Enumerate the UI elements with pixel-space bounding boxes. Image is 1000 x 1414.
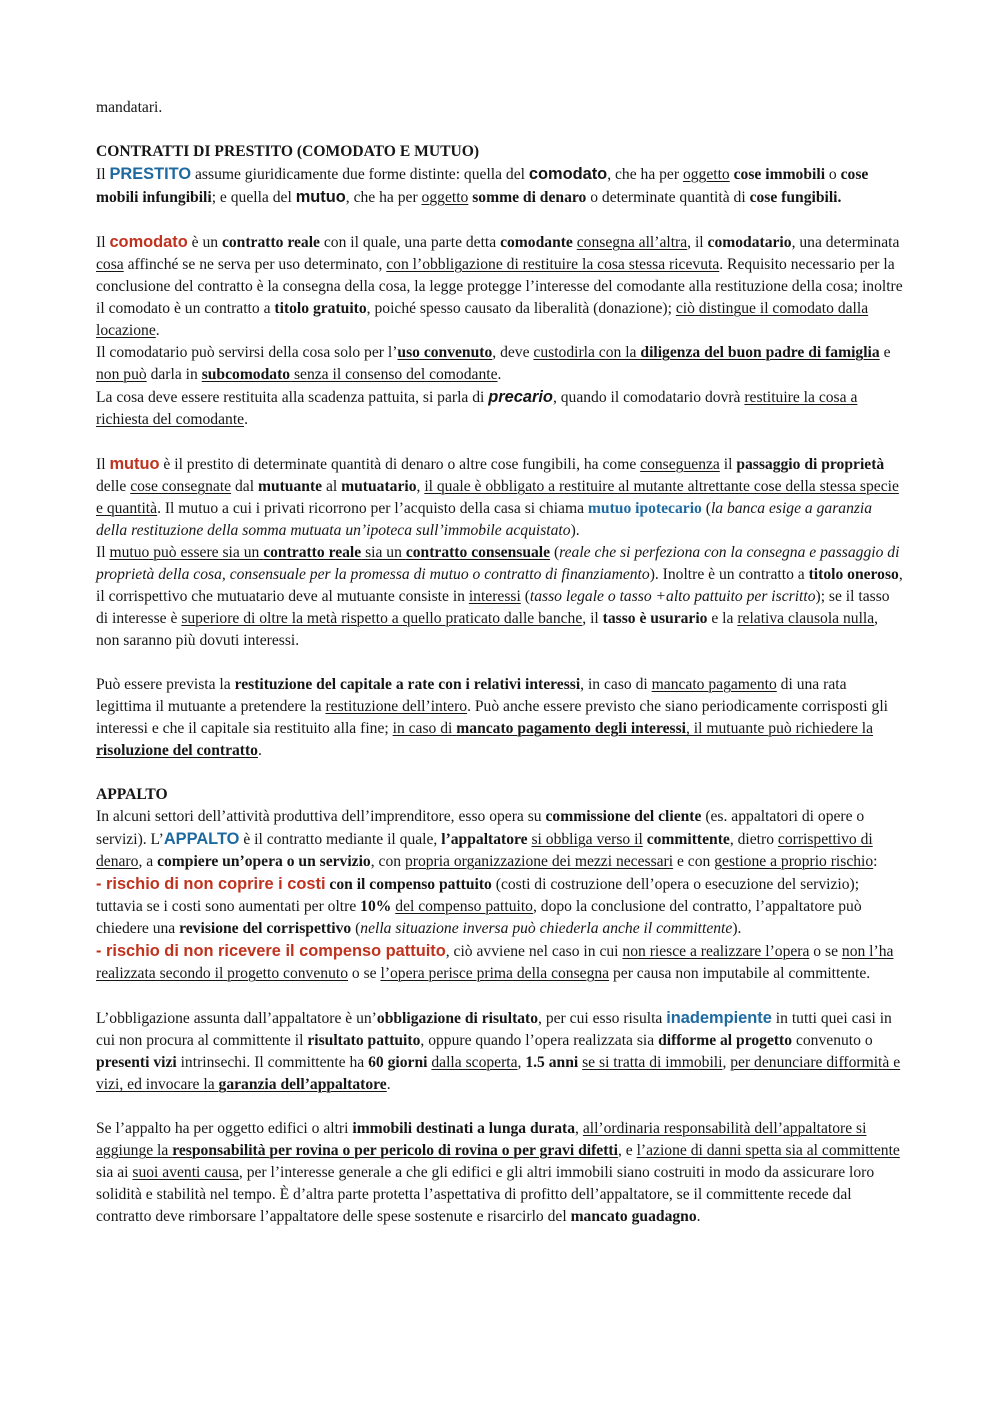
bold-text: l’appaltatore	[441, 831, 528, 848]
underlined-text: ciò distingue il comodato dalla locazione	[96, 300, 869, 339]
text-run: (costi di costruzione dell’opera o esecuzione del servizio); tuttavia se i costi sono aumentati per oltre	[96, 876, 860, 915]
underlined-text: non l’ha realizzata secondo il progetto convenuto	[96, 943, 894, 982]
highlighted-term: mutuo	[295, 188, 346, 206]
text-run: Il	[96, 544, 110, 561]
highlighted-term: mutuo ipotecario	[587, 500, 702, 517]
underlined-text: diligenza del buon padre di famiglia	[640, 344, 880, 361]
text-run: , deve	[492, 344, 534, 361]
underlined-text: dalla scoperta	[431, 1054, 518, 1071]
underlined-text: responsabilità per rovina o per pericolo di rovina o per gravi difetti	[172, 1142, 618, 1159]
bold-text: titolo oneroso	[808, 566, 899, 583]
highlighted-term: APPALTO	[163, 830, 240, 848]
bold-text: comodante	[500, 234, 573, 251]
underlined-text: mancato pagamento	[651, 676, 777, 693]
text-run: , con	[370, 853, 405, 870]
bold-text: 60 giorni	[368, 1054, 428, 1071]
underlined-text: l’opera perisce prima della consegna	[380, 965, 610, 982]
text-run: . Il mutuo a cui i privati ricorrono per l’acquisto della casa si chiama	[157, 500, 588, 517]
underlined-text: non riesce a realizzare l’opera	[622, 943, 810, 960]
bold-text: immobili destinati a lunga durata	[352, 1120, 576, 1137]
bold-text: restituzione del capitale a rate con i relativi interessi	[234, 676, 581, 693]
text-run: o se	[348, 965, 381, 982]
underlined-text: l’azione di danni spetta sia al committente	[636, 1142, 900, 1159]
text-run: convenuto o	[792, 1032, 873, 1049]
paragraph	[96, 806, 904, 873]
paragraph	[96, 674, 904, 762]
underlined-text: corrispettivo di denaro	[96, 831, 873, 870]
underlined-text: relativa clausola nulla	[737, 610, 875, 627]
underlined-text: se si tratta di immobili	[582, 1054, 723, 1071]
text-block	[96, 674, 904, 762]
underlined-text: oggetto	[421, 189, 469, 206]
underlined-text: conseguenza	[640, 456, 720, 473]
underlined-text: il quale è obbligato a restituire al mutante altrettante cose della stessa specie e quantità	[96, 478, 899, 517]
text-run: Se l’appalto ha per oggetto edifici o altri	[96, 1120, 353, 1137]
italic-text: nella situazione inversa può chiederla anche il committente	[360, 920, 733, 937]
underlined-text: consegna all’altra	[576, 234, 688, 251]
text-block	[96, 97, 904, 119]
text-run: o	[825, 166, 841, 183]
highlighted-term: - rischio di non coprire i costi	[96, 875, 326, 893]
paragraph	[96, 163, 904, 209]
bold-text: APPALTO	[96, 786, 168, 803]
bold-text: risultato pattuito	[307, 1032, 421, 1049]
text-run: , non saranno più dovuti interessi.	[96, 610, 879, 649]
text-run: (es. appaltatori di opere o servizi). L’	[96, 808, 865, 848]
bold-text: tasso è usurario	[602, 610, 708, 627]
underlined-text: sia un	[361, 544, 406, 561]
bold-text: contratto reale	[221, 234, 320, 251]
bold-text: committente	[646, 831, 730, 848]
paragraph	[96, 542, 904, 652]
paragraph	[96, 940, 904, 985]
paragraph	[96, 453, 904, 542]
text-run: , dietro	[729, 831, 778, 848]
bold-text: cose mobili infungibili	[96, 166, 869, 206]
text-run: mandatari.	[96, 99, 163, 116]
bold-text: mutuante	[257, 478, 323, 495]
underlined-text: subcomodato	[201, 366, 291, 383]
text-run: in tutti quei casi in cui non procura al committente il	[96, 1010, 892, 1049]
underlined-text: per denunciare difformità e vizi, ed invocare la	[96, 1054, 901, 1093]
text-block	[96, 784, 904, 985]
underlined-text: restituzione dell’intero	[325, 698, 468, 715]
text-run: dal	[231, 478, 258, 495]
underlined-text: , il mutuante può richiedere la	[686, 720, 874, 737]
highlighted-term: comodato	[109, 233, 188, 251]
paragraph	[96, 1118, 904, 1228]
text-run: In alcuni settori dell’attività produttiva dell’imprenditore, esso opera su	[96, 808, 546, 825]
underlined-text: mancato pagamento degli interessi	[456, 720, 686, 737]
text-run: .	[257, 742, 262, 759]
text-run: o se	[809, 943, 842, 960]
text-run: , per l’interesse generale a che gli edifici e gli altri immobili siano costruiti in modo da assicurare loro solidità e stabilità nel tempo. È d’altra parte protetta l’aspettativa di profitto dell’appaltatore, se il committente recede dal contratto deve rimborsare l’appaltatore delle spese sostenute e risarcirlo del	[96, 1164, 875, 1225]
paragraph	[96, 386, 904, 431]
text-run: . Requisito necessario per la conclusione del contratto è la consegna della cosa, la legge protegge l’interesse del comodante alla restituzione della cosa; inoltre il comodato è un contratto a	[96, 256, 903, 317]
underlined-text: custodirla con la	[533, 344, 641, 361]
paragraph	[96, 1007, 904, 1096]
text-run: Il	[96, 234, 110, 251]
section-heading	[96, 784, 904, 806]
paragraph	[96, 873, 904, 940]
text-run: il	[719, 456, 737, 473]
text-run: , oppure quando l’opera realizzata sia	[420, 1032, 659, 1049]
bold-text: difforme al progetto	[658, 1032, 793, 1049]
text-run: , il corrispettivo che mutuatario deve al mutuante consiste in	[96, 566, 903, 605]
bold-text: somme di denaro	[472, 189, 587, 206]
text-run: ; e quella del	[211, 189, 296, 206]
highlighted-term: inadempiente	[666, 1009, 772, 1027]
text-run: .	[155, 322, 160, 339]
italic-text: tasso legale o tasso +alto pattuito per iscritto	[529, 588, 816, 605]
bold-text: CONTRATTI DI PRESTITO (COMODATO E MUTUO)	[96, 143, 480, 160]
text-run: è il contratto mediante il quale,	[239, 831, 442, 848]
text-block	[96, 453, 904, 652]
underlined-text: gestione a proprio rischio	[714, 853, 874, 870]
bold-text: commissione del cliente	[545, 808, 702, 825]
underlined-text: non può	[96, 366, 147, 383]
highlighted-term: mutuo	[109, 455, 160, 473]
text-run: e con	[673, 853, 715, 870]
bold-text: mancato guadagno	[570, 1208, 697, 1225]
bold-text: comodatario	[707, 234, 792, 251]
underlined-text: propria organizzazione dei mezzi necessari	[404, 853, 674, 870]
text-run: ). Inoltre è un contratto a	[649, 566, 809, 583]
text-run: e la	[707, 610, 738, 627]
text-run: è un	[187, 234, 222, 251]
text-run: è il prestito di determinate quantità di denaro o altre cose fungibili, ha come	[159, 456, 641, 473]
text-run: , poiché spesso causato da liberalità (donazione);	[366, 300, 676, 317]
text-run: .	[696, 1208, 701, 1225]
text-run: Il comodatario può servirsi della cosa solo per l’	[96, 344, 398, 361]
highlighted-term: PRESTITO	[109, 165, 192, 183]
paragraph	[96, 342, 904, 386]
underlined-text: cose consegnate	[130, 478, 232, 495]
text-run: darla in	[146, 366, 202, 383]
text-run: sia ai	[96, 1164, 133, 1181]
underlined-text: si obbliga verso il	[531, 831, 643, 848]
underlined-text: senza il consenso del comodante	[290, 366, 498, 383]
text-run: , a	[138, 853, 158, 870]
text-run: , dopo la conclusione del contratto, l’appaltatore può chiedere una	[96, 898, 862, 937]
italic-text: reale che si perfeziona con la consegna e passaggio di proprietà della cosa, consensuale per la promessa di mutuo o contratto di finanziamento	[96, 544, 900, 583]
text-run: (	[520, 588, 530, 605]
text-run: , che ha per	[345, 189, 422, 206]
underlined-text: uso convenuto	[397, 344, 493, 361]
underlined-text: risoluzione del contratto	[96, 742, 258, 759]
text-run: (	[550, 544, 560, 561]
text-run: ,	[722, 1054, 731, 1071]
text-run: o determinate quantità di	[586, 189, 750, 206]
bold-text: revisione del corrispettivo	[179, 920, 352, 937]
text-run: , che ha per	[607, 166, 683, 183]
underlined-text: restituire la cosa a richiesta del comodante	[96, 389, 858, 428]
text-run: ).	[570, 522, 580, 539]
text-block	[96, 141, 904, 209]
text-block	[96, 231, 904, 431]
highlighted-term: - rischio di non ricevere il compenso pattuito	[96, 942, 446, 960]
text-run: assume giuridicamente due forme distinte: quella del	[191, 166, 529, 183]
text-run: . Può anche essere previsto che siano periodicamente corrisposti gli interessi e che il capitale sia restituito alla fine;	[96, 698, 888, 737]
text-run: , una determinata	[791, 234, 900, 251]
text-run: , ciò avviene nel caso in cui	[445, 943, 623, 960]
underlined-text: cosa	[96, 256, 124, 273]
text-run: Il	[96, 456, 110, 473]
italic-text: la banca esige a garanzia della restituzione della somma mutuata un’ipoteca sull’immobile acquistato	[96, 500, 873, 539]
highlighted-term: precario	[488, 388, 553, 406]
text-run: ,	[575, 1120, 583, 1137]
underlined-text: del compenso pattuito	[395, 898, 533, 915]
bold-text: con il compenso pattuito	[325, 876, 492, 893]
underlined-text: in caso di	[392, 720, 457, 737]
text-run: .	[386, 1076, 391, 1093]
paragraph	[96, 231, 904, 342]
underlined-text: con l’obbligazione di restituire la cosa stessa ricevuta	[386, 256, 720, 273]
text-run: , in caso di	[580, 676, 652, 693]
text-run: .	[497, 366, 502, 383]
text-run: (	[701, 500, 711, 517]
text-run: L’obbligazione assunta dall’appaltatore è un’	[96, 1010, 377, 1027]
text-run: e	[879, 344, 891, 361]
text-block	[96, 1007, 904, 1096]
text-run: La cosa deve essere restituita alla scadenza pattuita, si parla di	[96, 389, 489, 406]
underlined-text: mutuo può essere sia un	[109, 544, 264, 561]
text-run: :	[873, 853, 878, 870]
text-run: , quando il comodatario dovrà	[552, 389, 745, 406]
bold-text: compiere un’opera o un servizio	[157, 853, 371, 870]
text-run: ,	[517, 1054, 526, 1071]
text-block	[96, 1118, 904, 1228]
bold-text: cose immobili	[733, 166, 826, 183]
text-run: ); se il tasso di interesse è	[96, 588, 890, 627]
text-run: affinché se ne serva per uso determinato,	[123, 256, 387, 273]
text-run: .	[244, 411, 248, 428]
underlined-text: interessi	[468, 588, 521, 605]
bold-text: 1.5 anni	[525, 1054, 579, 1071]
bold-text: obbligazione di risultato	[376, 1010, 539, 1027]
underlined-text: oggetto	[682, 166, 730, 183]
text-run: ).	[732, 920, 742, 937]
text-run: Può essere prevista la	[96, 676, 235, 693]
bold-text: mutuatario	[341, 478, 417, 495]
highlighted-term: comodato	[528, 165, 608, 183]
bold-text: passaggio di proprietà	[736, 456, 885, 473]
text-run: delle	[96, 478, 131, 495]
underlined-text: superiore di oltre la metà rispetto a quello praticato dalle banche	[181, 610, 583, 627]
text-run: , il	[582, 610, 603, 627]
text-run: di una rata legittima il mutuante a pretendere la	[96, 676, 847, 715]
text-run: , per cui esso risulta	[538, 1010, 667, 1027]
text-run: intrinsechi. Il committente ha	[176, 1054, 369, 1071]
text-run: Il	[96, 166, 110, 183]
underlined-text: all’ordinaria responsabilità dell’appaltatore si aggiunge la	[96, 1120, 867, 1159]
underlined-text: contratto reale	[263, 544, 362, 561]
bold-text: 10%	[360, 898, 392, 915]
underlined-text: garanzia dell’appaltatore	[218, 1076, 387, 1093]
text-run: per causa non imputabile al committente.	[609, 965, 871, 982]
paragraph	[96, 97, 904, 119]
text-run: , e	[617, 1142, 637, 1159]
text-run: (	[351, 920, 361, 937]
text-run: ,	[416, 478, 425, 495]
text-run: , il	[687, 234, 708, 251]
bold-text: cose fungibili.	[749, 189, 842, 206]
text-run: al	[322, 478, 342, 495]
text-run: con il quale, una parte detta	[319, 234, 501, 251]
underlined-text: suoi aventi causa	[132, 1164, 239, 1181]
section-heading	[96, 141, 904, 163]
bold-text: titolo gratuito	[274, 300, 367, 317]
bold-text: presenti vizi	[96, 1054, 177, 1071]
underlined-text: contratto consensuale	[405, 544, 551, 561]
